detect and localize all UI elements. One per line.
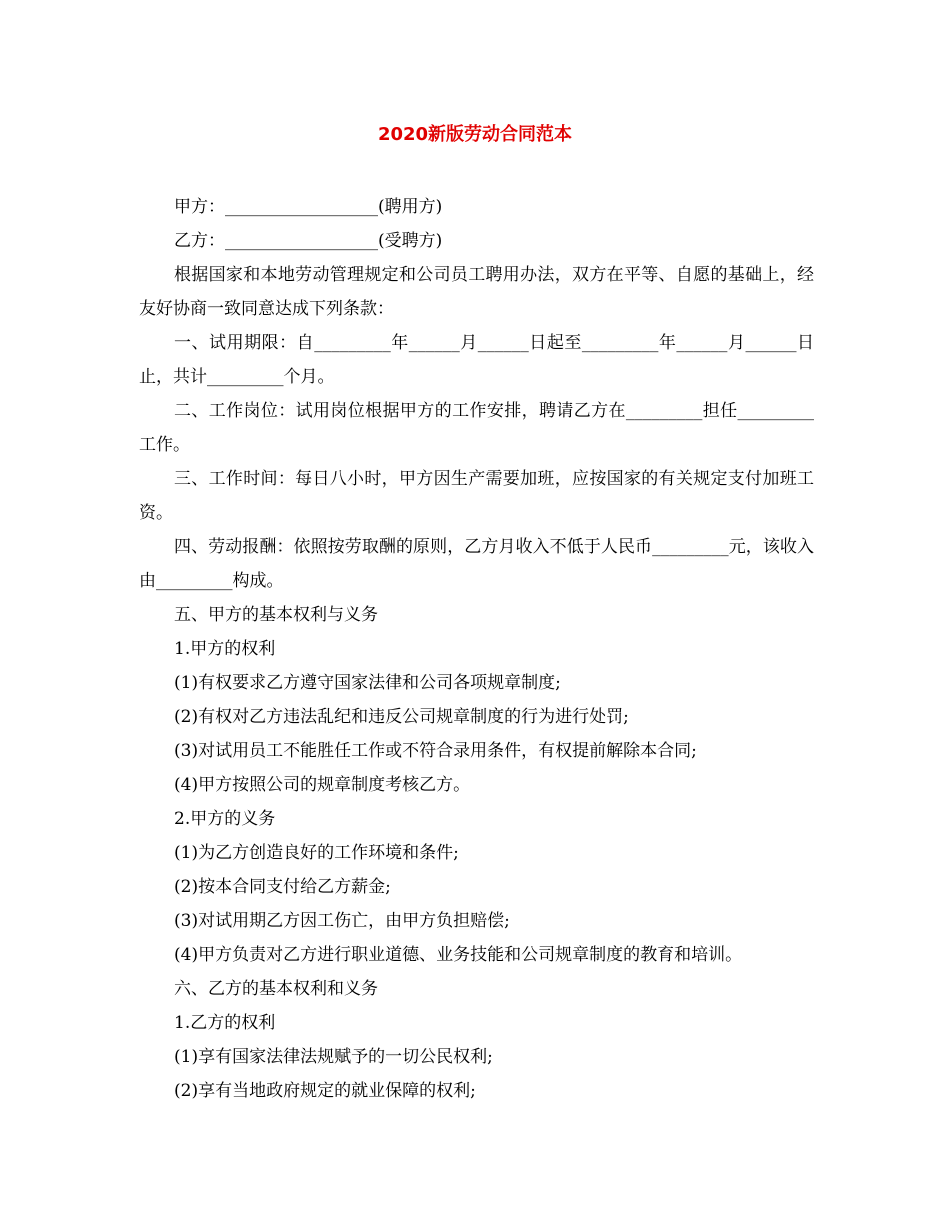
list-item: (1)有权要求乙方遵守国家法律和公司各项规章制度;: [174, 673, 561, 693]
paragraph-job-position: 二、工作岗位：试用岗位根据甲方的工作安排，聘请乙方在_________担任_________工作。: [139, 401, 814, 455]
list-item: (2)有权对乙方违法乱纪和违反公司规章制度的行为进行处罚;: [174, 707, 629, 727]
document-title: 2020新版劳动合同范本: [377, 124, 573, 145]
paragraph-party-a: 甲方：__________________(聘用方): [174, 197, 443, 217]
section-heading-party-a: 五、甲方的基本权利与义务: [174, 605, 378, 625]
paragraph-probation-period: 一、试用期限：自_________年______月______日起至_________年______月______日止，共计_________个月。: [139, 333, 814, 387]
list-item: (3)对试用期乙方因工伤亡，由甲方负担赔偿;: [174, 911, 510, 931]
subsection-heading: 1.乙方的权利: [174, 1013, 276, 1033]
paragraph-party-b: 乙方：__________________(受聘方): [174, 231, 443, 251]
paragraph-working-hours: 三、工作时间：每日八小时，甲方因生产需要加班，应按国家的有关规定支付加班工资。: [139, 469, 814, 523]
subsection-heading: 1.甲方的权利: [174, 639, 276, 659]
list-item: (4)甲方负责对乙方进行职业道德、业务技能和公司规章制度的教育和培训。: [174, 945, 743, 965]
paragraph-preamble: 根据国家和本地劳动管理规定和公司员工聘用办法，双方在平等、自愿的基础上，经友好协商一致同意达成下列条款：: [139, 265, 814, 319]
list-item: (2)享有当地政府规定的就业保障的权利;: [174, 1081, 476, 1101]
subsection-heading: 2.甲方的义务: [174, 809, 276, 829]
list-item: (1)享有国家法律法规赋予的一切公民权利;: [174, 1047, 493, 1067]
list-item: (2)按本合同支付给乙方薪金;: [174, 877, 391, 897]
document-body: [139, 190, 814, 1108]
list-item: (4)甲方按照公司的规章制度考核乙方。: [174, 775, 471, 795]
list-item: (3)对试用员工不能胜任工作或不符合录用条件，有权提前解除本合同;: [174, 741, 697, 761]
paragraph-remuneration: 四、劳动报酬：依照按劳取酬的原则，乙方月收入不低于人民币_________元，该收入由_________构成。: [139, 537, 814, 591]
section-heading-party-b: 六、乙方的基本权利和义务: [174, 979, 378, 999]
list-item: (1)为乙方创造良好的工作环境和条件;: [174, 843, 459, 863]
